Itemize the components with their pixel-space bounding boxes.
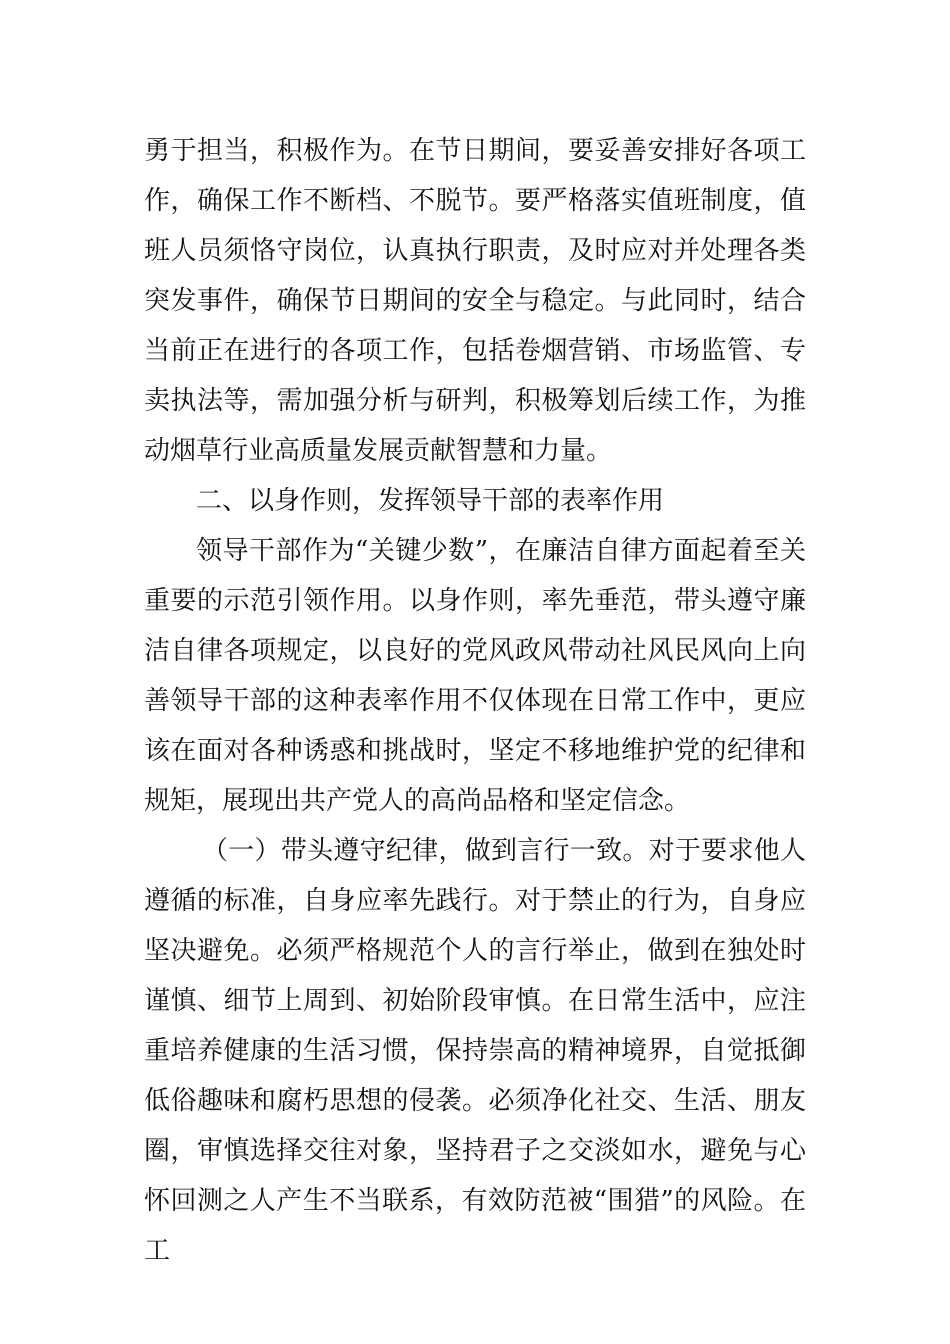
document-body: [144, 126, 806, 1276]
section-heading-2: 二、以身作则，发挥领导干部的表率作用: [196, 486, 665, 516]
paragraph-subsection-1: （一）带头遵守纪律，做到言行一致。对于要求他人遵循的标准，自身应率先践行。对于禁止的行为，自身应坚决避免。必须严格规范个人的言行举止，做到在独处时谨慎、细节上周到、初始阶段审慎。在日常生活中，应注重培养健康的生活习惯，保持崇高的精神境界，自觉抵御低俗趣味和腐朽思想的侵袭。必须净化社交、生活、朋友圈，审慎选择交往对象，坚持君子之交淡如水，避免与心怀回测之人产生不当联系，有效防范被“围猎”的风险。在工: [144, 836, 806, 1266]
paragraph-continuation: 勇于担当，积极作为。在节日期间，要妥善安排好各项工作，确保工作不断档、不脱节。要严格落实值班制度，值班人员须恪守岗位，认真执行职责，及时应对并处理各类突发事件，确保节日期间的安全与稳定。与此同时，结合当前正在进行的各项工作，包括卷烟营销、市场监管、专卖执法等，需加强分析与研判，积极筹划后续工作，为推动烟草行业高质量发展贡献智慧和力量。: [144, 136, 806, 466]
paragraph-leadership-role: 领导干部作为“关键少数”，在廉洁自律方面起着至关重要的示范引领作用。以身作则，率先垂范，带头遵守廉洁自律各项规定，以良好的党风政风带动社风民风向上向善领导干部的这种表率作用不仅体现在日常工作中，更应该在面对各种诱惑和挑战时，坚定不移地维护党的纪律和规矩，展现出共产党人的高尚品格和坚定信念。: [144, 536, 806, 816]
